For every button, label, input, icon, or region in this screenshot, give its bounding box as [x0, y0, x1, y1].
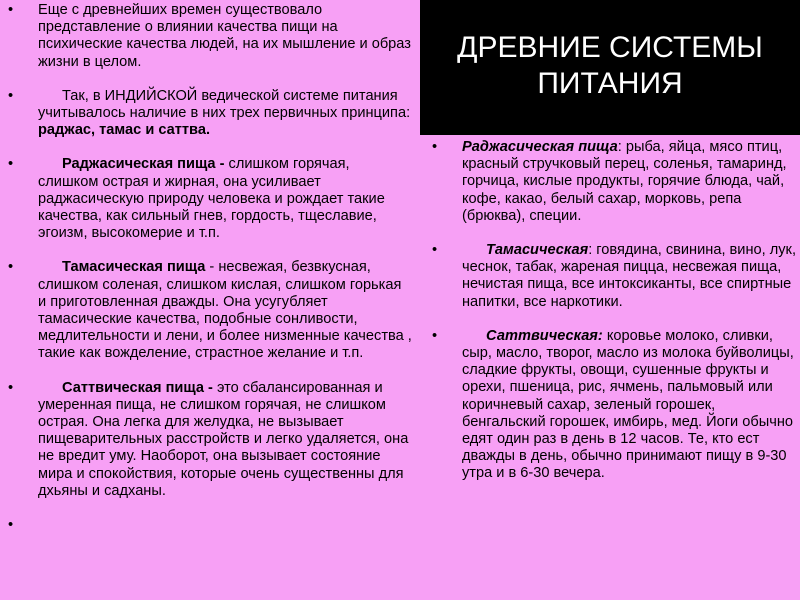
- list-item: [8, 380, 412, 500]
- item-text: Так, в ИНДИЙСКОЙ ведической системе питания учитывалось наличие в них трех первичных принципа:: [38, 87, 411, 122]
- bullet-icon: •: [432, 139, 438, 155]
- bullet-icon: •: [8, 87, 14, 104]
- list-item: [8, 156, 412, 242]
- item-bold: раджас, тамас и саттва.: [38, 122, 210, 139]
- bullet-icon: •: [8, 259, 14, 276]
- right-column: [432, 139, 798, 500]
- list-item: [8, 259, 412, 362]
- list-item: [432, 242, 798, 311]
- item-text: Еще с древнейших времен существовало представление о влиянии качества пищи на психические качества людей, на их мышление и образ жизни в целом.: [38, 2, 411, 70]
- page-title: ДРЕВНИЕ СИСТЕМЫ ПИТАНИЯ: [457, 30, 763, 100]
- item-text: слишком горячая, слишком острая и жирная, она усиливает раджасическую природу человека и рождает такие качества, как сильный гнев, гордость, тщеславие, эгоизм, высокомерие и т.п.: [38, 156, 385, 242]
- item-text: - несвежая, безвкусная, слишком соленая, слишком кислая, слишком горькая и приготовленная дважды. Она усугубляет тамасические качества, подобные сонливости, медлительности и лени, и более низменные качества , такие как вожделение, страстное желание и т.п.: [38, 259, 412, 362]
- list-item: [8, 2, 412, 71]
- bullet-icon: •: [432, 242, 438, 259]
- item-bold: Раджасическая пища -: [62, 156, 229, 173]
- bullet-icon: •: [8, 379, 14, 396]
- item-bold-italic: Тамасическая: [486, 242, 589, 259]
- title-box: [420, 0, 800, 135]
- item-bold-italic: Саттвическая:: [486, 327, 603, 344]
- left-column: [8, 2, 412, 551]
- list-item: [432, 328, 798, 483]
- item-text: : рыба, яйца, мясо птиц, красный стручковый перец, соленья, тамаринд, горчица, кислые продукты, горячие блюда, чай, кофе, какао, белый сахар, морковь, репа (брюква), специи.: [462, 139, 787, 224]
- item-text: это сбалансированная и умеренная пища, не слишком горячая, не слишком острая. Она легка для желудка, не вызывает пищеварительных расстройств и легко удаляется, она не вредит уму. Наоборот, она вызывает состояние мира и спокойствия, которые очень существенны для дхьяны и садханы.: [38, 379, 409, 499]
- item-bold: Тамасическая пища: [62, 259, 206, 276]
- item-text: коровье молоко, сливки, сыр, масло, творог, масло из молока буйволицы, сладкие фрукты, овощи, сушенные фрукты и орехи, пшеница, рис, ячмень, пальмовый или коричневый сахар, зеленый горошек, бенгальский горошек, имбирь, мед. Йоги обычно едят один раз в день в 12 часов. Те, кто ест дважды в день, обычно принимают пищу в 9-30 утра и в 6-30 вечера.: [462, 327, 794, 482]
- list-item: [8, 88, 412, 140]
- bullet-icon: •: [432, 327, 438, 344]
- bullet-icon: •: [8, 2, 14, 18]
- list-item: [432, 139, 798, 225]
- list-item-empty: [8, 517, 412, 534]
- item-bold-italic: Раджасическая пища: [462, 139, 618, 155]
- item-bold: Саттвическая пища -: [62, 379, 217, 396]
- bullet-icon: •: [8, 517, 14, 534]
- item-text: : говядина, свинина, вино, лук, чеснок, табак, жареная пицца, несвежая пища, нечистая пища, все интоксиканты, все спиртные напитки, все наркотики.: [462, 242, 796, 310]
- bullet-icon: •: [8, 156, 14, 173]
